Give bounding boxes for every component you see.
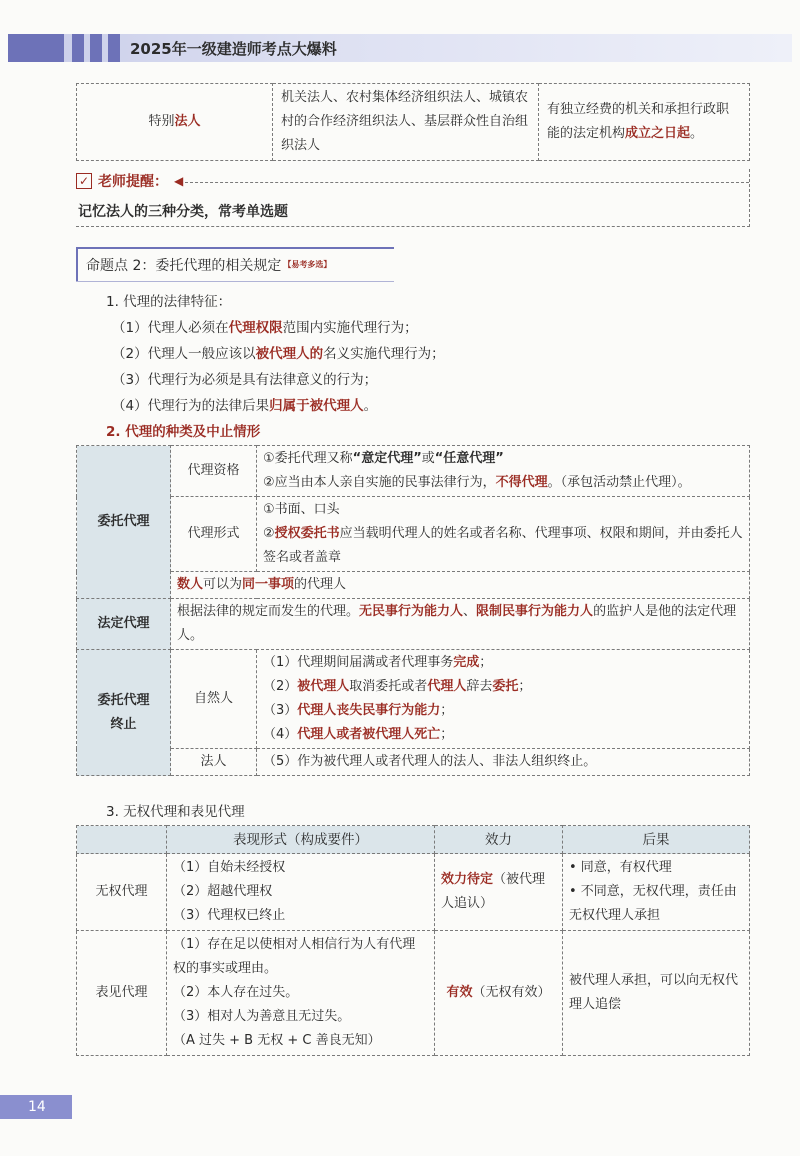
qualification-content: ①委托代理又称“意定代理”或“任意代理” ②应当由本人亲自实施的民事法律行为，不得代理。（承包活动禁止代理）。 bbox=[257, 446, 750, 497]
unauthorized-title: 3. 无权代理和表见代理 bbox=[106, 804, 245, 820]
features-title: 1. 代理的法律特征： bbox=[106, 294, 232, 310]
corporation-content: （5）作为被代理人或者代理人的法人、非法人组织终止。 bbox=[257, 749, 750, 776]
table-row bbox=[77, 446, 750, 497]
termination-cell: 委托代理 终止 bbox=[77, 650, 171, 776]
teacher-tip-header bbox=[76, 169, 749, 193]
multi-agent-cell: 数人可以为同一事项的代理人 bbox=[171, 572, 750, 599]
natural-person-content: （1）代理期间届满或者代理事务完成； （2）被代理人取消委托或者代理人辞去委托； （3）代理人丧失民事行为能力； （4）代理人或者被代理人死亡； bbox=[257, 650, 750, 749]
corporation-label: 法人 bbox=[171, 749, 257, 776]
arrow-left-icon: ◀ bbox=[174, 174, 184, 188]
legal-person-members-cell: 机关法人、农村集体经济组织法人、城镇农村的合作经济组织法人、基层群众性自治组织法人 bbox=[273, 84, 539, 161]
table-header-row bbox=[77, 826, 750, 854]
table-row bbox=[77, 650, 750, 749]
checkbox-icon: ✓ bbox=[76, 173, 92, 189]
column-header-blank bbox=[77, 826, 167, 854]
table-row bbox=[77, 749, 750, 776]
row-header: 表见代理 bbox=[77, 931, 167, 1056]
table-row bbox=[77, 84, 750, 161]
header-decor-bar bbox=[8, 34, 64, 62]
teacher-tip-label: 老师提醒： bbox=[98, 174, 168, 190]
table-row bbox=[77, 854, 750, 931]
table-row bbox=[77, 931, 750, 1056]
page-header bbox=[8, 34, 792, 62]
legal-person-type-cell: 特别法人 bbox=[77, 84, 273, 161]
header-title: 2025年一级建造师考点大爆料 bbox=[130, 39, 337, 58]
column-header: 效力 bbox=[435, 826, 563, 854]
effect-cell: 有效（无权有效） bbox=[435, 931, 563, 1056]
table-row bbox=[77, 599, 750, 650]
table-row bbox=[77, 572, 750, 599]
list-item: （3）代理行为必须是具有法律意义的行为； bbox=[112, 372, 378, 388]
legal-agency-cell: 法定代理 bbox=[77, 599, 171, 650]
column-header: 表现形式（构成要件） bbox=[167, 826, 435, 854]
column-header: 后果 bbox=[563, 826, 750, 854]
natural-person-label: 自然人 bbox=[171, 650, 257, 749]
divider bbox=[185, 182, 749, 183]
list-item: （2）代理人一般应该以被代理人的名义实施代理行为； bbox=[112, 346, 445, 362]
form-label: 代理形式 bbox=[171, 497, 257, 572]
legal-person-table bbox=[76, 83, 750, 161]
kinds-title: 2. 代理的种类及中止情形 bbox=[106, 424, 261, 440]
qualification-label: 代理资格 bbox=[171, 446, 257, 497]
effect-cell: 效力待定（被代理人追认） bbox=[435, 854, 563, 931]
legal-person-note-cell: 有独立经费的机关和承担行政职能的法定机构成立之日起。 bbox=[539, 84, 750, 161]
result-cell: 被代理人承担，可以向无权代理人追偿 bbox=[563, 931, 750, 1056]
result-cell: • 同意，有权代理 • 不同意，无权代理，责任由无权代理人承担 bbox=[563, 854, 750, 931]
forms-cell: （1）存在足以使相对人相信行为人有代理权的事实或理由。 （2）本人存在过失。 （3）相对人为善意且无过失。 （A 过失 + B 无权 + C 善良无知） bbox=[167, 931, 435, 1056]
section-tag: 【易考多选】 bbox=[283, 260, 332, 269]
form-content: ①书面、口头 ②授权委托书应当载明代理人的姓名或者名称、代理事项、权限和期间，并由委托人签名或者盖章 bbox=[257, 497, 750, 572]
section-title: 命题点 2：委托代理的相关规定 bbox=[86, 258, 282, 274]
row-header: 无权代理 bbox=[77, 854, 167, 931]
legal-agency-content: 根据法律的规定而发生的代理。无民事行为能力人、限制民事行为能力人的监护人是他的法定代理人。 bbox=[171, 599, 750, 650]
list-item: （4）代理行为的法律后果归属于被代理人。 bbox=[112, 398, 378, 414]
divider bbox=[76, 281, 394, 282]
entrusted-agency-cell: 委托代理 bbox=[77, 446, 171, 599]
section-header bbox=[76, 247, 394, 281]
list-item: （1）代理人必须在代理权限范围内实施代理行为； bbox=[112, 320, 418, 336]
header-decor-bar bbox=[72, 34, 84, 62]
table-row bbox=[77, 497, 750, 572]
teacher-tip-text: 记忆法人的三种分类，常考单选题 bbox=[78, 204, 288, 220]
agency-kinds-table bbox=[76, 445, 750, 776]
header-decor-bar bbox=[90, 34, 102, 62]
unauthorized-agency-table bbox=[76, 825, 750, 1056]
forms-cell: （1）自始未经授权 （2）超越代理权 （3）代理权已终止 bbox=[167, 854, 435, 931]
page-number: 14 bbox=[0, 1095, 72, 1119]
teacher-tip-box bbox=[76, 169, 750, 227]
header-decor-bar bbox=[108, 34, 120, 62]
